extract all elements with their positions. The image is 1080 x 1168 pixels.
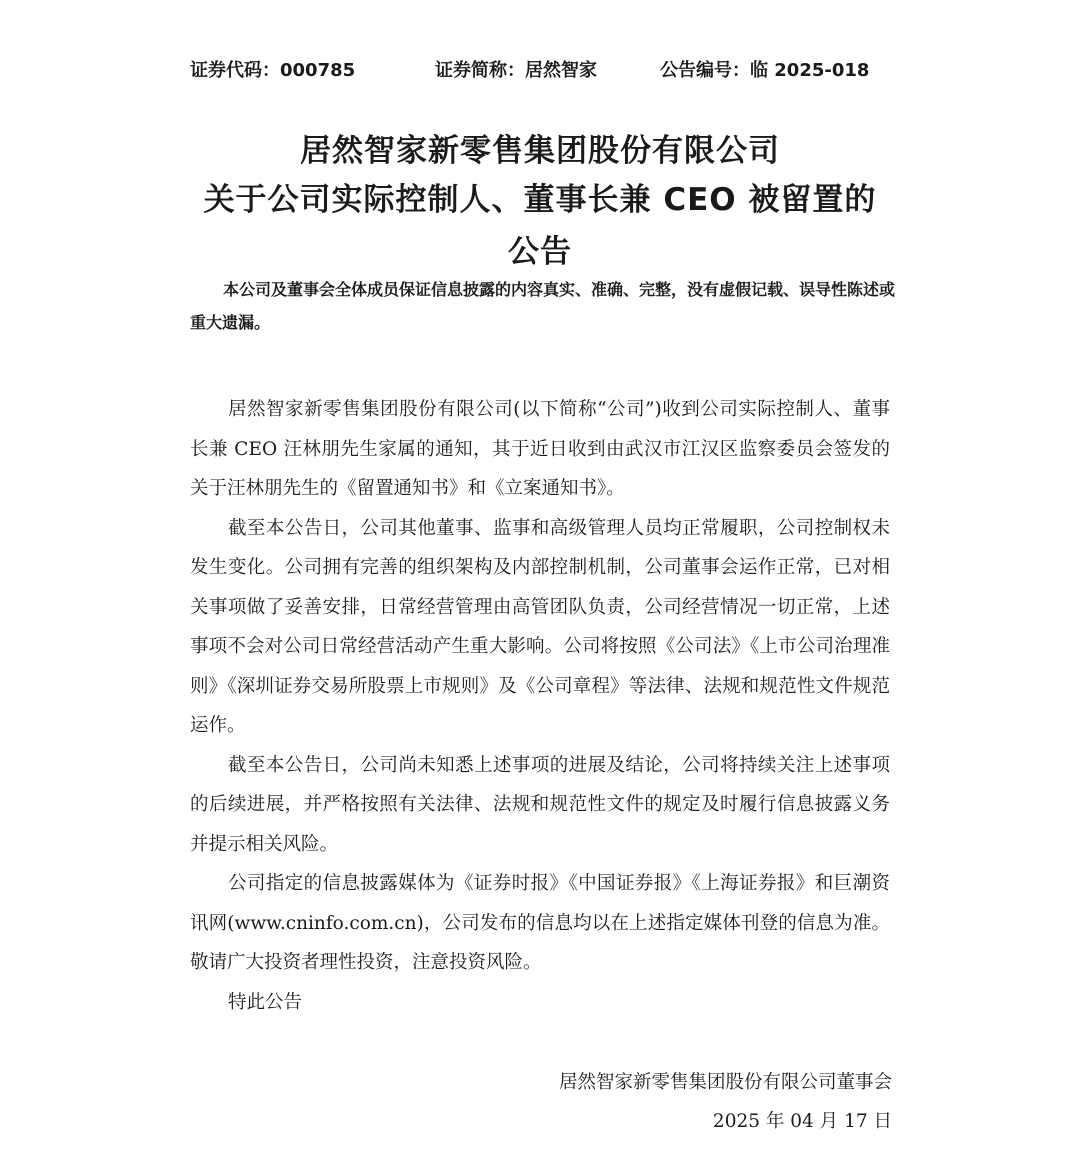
title-company: 居然智家新零售集团股份有限公司 xyxy=(300,133,780,169)
securities-abbreviation: 证券简称：居然智家 xyxy=(435,60,597,81)
signature-date: 2025 年 04 月 17 日 xyxy=(712,1111,892,1132)
signature-company: 居然智家新零售集团股份有限公司董事会 xyxy=(558,1072,892,1093)
paragraph-progress: 截至本公告日，公司尚未知悉上述事项的进展及结论，公司将持续关注上述事项的后续进展，并严格按照有关法律、法规和规范性文件的规定及时履行信息披露义务并提示相关风险。 xyxy=(190,754,890,855)
paragraph-closing: 特此公告 xyxy=(228,991,303,1013)
announcement-number: 公告编号：临 2025-018 xyxy=(660,60,870,81)
paragraph-notice: 居然智家新零售集团股份有限公司(以下简称“公司”)收到公司实际控制人、董事长兼 CEO 汪林朋先生家属的通知，其于近日收到由武汉市江汉区监察委员会签发的关于汪林朋先生的《留置通知书》和《立案通知书》。 xyxy=(190,399,890,499)
board-declaration: 本公司及董事会全体成员保证信息披露的内容真实、准确、完整，没有虚假记载、误导性陈述或重大遗漏。 xyxy=(190,280,896,332)
announcement-body xyxy=(190,390,890,1022)
title-announcement: 公告 xyxy=(508,234,572,270)
title-subject: 关于公司实际控制人、董事长兼 CEO 被留置的 xyxy=(203,182,877,218)
document-header xyxy=(190,56,890,86)
paragraph-operations: 截至本公告日，公司其他董事、监事和高级管理人员均正常履职，公司控制权未发生变化。公司拥有完善的组织架构及内部控制机制，公司董事会运作正常，已对相关事项做了妥善安排，日常经营管理由高管团队负责，公司经营情况一切正常，上述事项不会对公司日常经营活动产生重大影响。公司将按照《公司法》《上市公司治理准则》《深圳证券交易所股票上市规则》及《公司章程》等法律、法规和规范性文件规范运作。 xyxy=(190,517,890,736)
securities-code: 证券代码：000785 xyxy=(190,60,356,81)
paragraph-media: 公司指定的信息披露媒体为《证券时报》《中国证券报》《上海证券报》和巨潮资讯网(www.cninfo.com.cn)，公司发布的信息均以在上述指定媒体刊登的信息为准。敬请广大投资者理性投资，注意投资风险。 xyxy=(190,873,890,973)
